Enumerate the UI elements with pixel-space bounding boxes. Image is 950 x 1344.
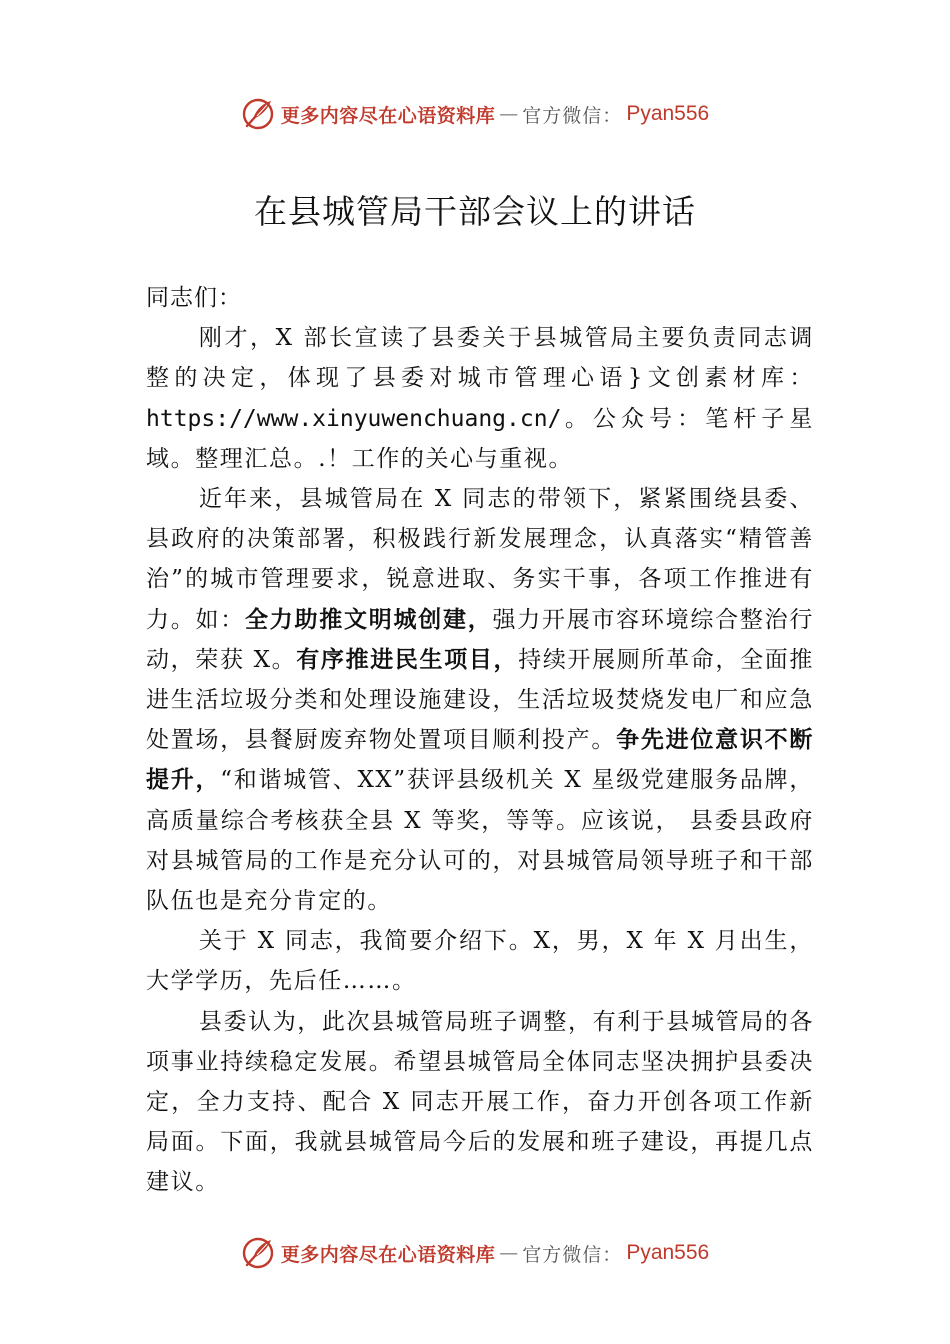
paragraph-3: 关于 X 同志，我简要介绍下。X，男，X 年 X 月出生，大学学历，先后任……。 <box>146 928 814 995</box>
document-title: 在县城管局干部会议上的讲话 <box>254 192 696 231</box>
wechat-id: Pyan556 <box>626 102 710 125</box>
highlight-civilized-city: 全力助推文明城创建， <box>244 605 493 633</box>
paragraph-2-text-2: 强力开展市容环境综合整治行动，荣获 X。 <box>146 606 814 673</box>
highlight-striving-awareness: 争先进位意识不断提升， <box>146 726 814 794</box>
paragraph-2 <box>146 479 814 921</box>
paragraph-2-text-3: 持续开展厕所革命，全面推进生活垃圾分类和处理设施建设，生活垃圾焚烧发电厂和应急处置场，县餐厨废弃物处置项目顺利投产。 <box>146 646 814 754</box>
wechat-label: 官方微信： <box>522 1243 623 1266</box>
paragraph-1-text-a: 刚才，X 部长宣读了县委关于县城管局主要负责同志调整的决定，体现了县委对城市管理心语}文创素材库： <box>146 325 814 392</box>
paragraph-1-text-b: 。公众号：笔杆子星域。整理汇总。.！工作的关心与重视。 <box>146 405 814 472</box>
paragraph-4: 县委认为，此次县城管局班子调整，有利于县城管局的各项事业持续稳定发展。希望县城管局全体同志坚决拥护县委决定，全力支持、配合 X 同志开展工作，奋力开创各项工作新局面。下面，我就县城管局今后的发展和班子建设，再提几点建议。 <box>146 1008 814 1196</box>
paragraph-2-text-1: 近年来，县城管局在 X 同志的带领下，紧紧围绕县委、县政府的决策部署，积极践行新发展理念，认真落实“精管善治”的城市管理要求，锐意进取、务实干事，各项工作推进有力。如： <box>146 486 814 633</box>
document-body <box>146 278 814 1203</box>
wechat-id: Pyan556 <box>626 1241 710 1264</box>
separator-dash: — <box>499 103 519 125</box>
promo-text: 更多内容尽在心语资料库 <box>280 1243 496 1266</box>
separator-dash: — <box>499 1242 519 1264</box>
salutation: 同志们： <box>146 285 242 311</box>
promo-text: 更多内容尽在心语资料库 <box>280 104 496 127</box>
paragraph-1 <box>146 318 814 479</box>
highlight-livelihood-projects: 有序推进民生项目， <box>296 645 519 673</box>
quill-logo-icon <box>241 1236 275 1270</box>
wechat-label: 官方微信： <box>522 104 623 127</box>
quill-logo-icon <box>241 97 275 131</box>
website-url: https://www.xinyuwenchuang.cn/ <box>146 405 562 432</box>
paragraph-2-text-4: “和谐城管、XX”获评县级机关 X 星级党建服务品牌，高质量综合考核获全县 X 等奖，等等。应该说， 县委县政府对县城管局的工作是充分认可的，对县城管局领导班子和干部队伍也是充分肯定的。 <box>146 767 814 915</box>
header-banner <box>0 94 950 134</box>
footer-banner <box>0 1233 950 1273</box>
